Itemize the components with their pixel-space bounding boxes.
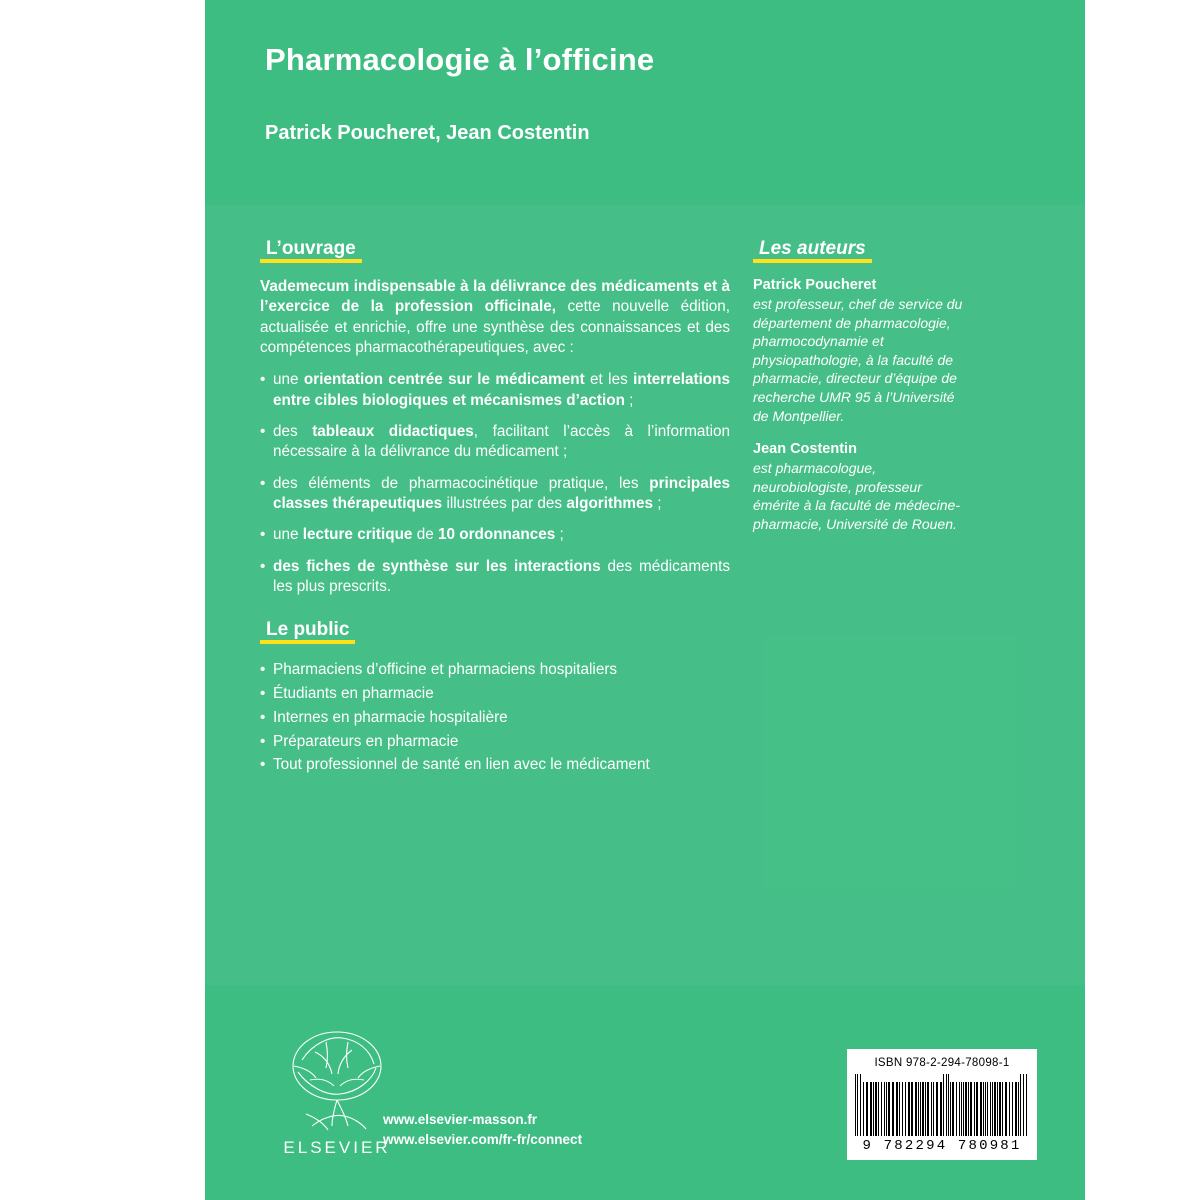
isbn-label: ISBN 978-2-294-78098-1 bbox=[874, 1057, 1010, 1069]
barcode-bar bbox=[963, 1082, 964, 1136]
ouvrage-intro-rest: cette nouvelle édition, actualisée et enrichie, offre une synthèse des connaissances et des compétences pharmacothérapeutiques, avec : bbox=[260, 298, 730, 357]
publisher-name: ELSEVIER bbox=[283, 1138, 391, 1157]
ouvrage-intro-paragraph bbox=[260, 277, 730, 358]
barcode-bar bbox=[970, 1082, 972, 1136]
barcode-bar bbox=[943, 1074, 944, 1136]
bullet-text: des médicaments les plus prescrits. bbox=[273, 557, 730, 596]
barcode-graphic bbox=[855, 1074, 1029, 1136]
bullet-text: illustrées par des bbox=[442, 495, 567, 513]
bullet-text: ; bbox=[555, 526, 564, 544]
bullet-text: une bbox=[273, 371, 304, 389]
ouvrage-bullet-list bbox=[260, 370, 730, 597]
author-bio: est professeur, chef de service du département de pharmacologie, pharmocodynamie et physiopathologie, à la faculté de pharmacie, directeur d’équipe de recherche UMR 95 à l’Université de Montpellier. bbox=[753, 296, 963, 424]
url-secondary[interactable]: www.elsevier.com/fr-fr/connect bbox=[383, 1131, 583, 1147]
barcode-bar bbox=[899, 1082, 900, 1136]
barcode-bar bbox=[983, 1082, 984, 1136]
bullet-text: une bbox=[273, 526, 303, 544]
bullet-emphasis: tableaux didactiques bbox=[312, 423, 474, 441]
barcode-bar bbox=[886, 1082, 887, 1136]
barcode-bar bbox=[956, 1082, 957, 1136]
barcode-bar bbox=[976, 1082, 978, 1136]
section-heading-auteurs: Les auteurs bbox=[753, 238, 872, 263]
barcode-bar bbox=[1015, 1082, 1017, 1136]
barcode-bar bbox=[920, 1082, 921, 1136]
ouvrage-bullet-item bbox=[260, 557, 730, 598]
barcode-bar bbox=[873, 1082, 874, 1136]
barcode-bar bbox=[985, 1082, 986, 1136]
barcode-bar bbox=[936, 1082, 938, 1136]
barcode-bar bbox=[866, 1082, 868, 1136]
barcode-bar bbox=[927, 1082, 929, 1136]
book-title: Pharmacologie à l’officine bbox=[265, 42, 655, 77]
bullet-text: , facilitant l’accès à l’information nécessaire à la délivrance du médicament ; bbox=[273, 423, 730, 461]
barcode-bar bbox=[925, 1082, 926, 1136]
barcode-bar bbox=[896, 1082, 898, 1136]
section-heading-public: Le public bbox=[260, 619, 355, 644]
barcode-bar bbox=[888, 1082, 890, 1136]
left-column bbox=[260, 238, 730, 777]
barcode-bar bbox=[974, 1082, 975, 1136]
author-name: Patrick Poucheret bbox=[753, 277, 877, 293]
bullet-text: ; bbox=[653, 495, 662, 513]
barcode-bar bbox=[931, 1082, 932, 1136]
barcode-bar bbox=[863, 1082, 864, 1136]
public-block bbox=[260, 619, 730, 777]
public-item: • Internes en pharmacie hospitalière bbox=[260, 706, 730, 730]
public-item: • Pharmaciens d’officine et pharmaciens hospitaliers bbox=[260, 658, 730, 682]
bullet-emphasis: orientation centrée sur le médicament bbox=[303, 371, 585, 389]
publisher-urls bbox=[383, 1110, 582, 1151]
bullet-emphasis: des fiches de synthèse sur les interactions bbox=[273, 557, 601, 575]
barcode-bar bbox=[875, 1082, 877, 1136]
barcode-bar bbox=[1018, 1082, 1019, 1136]
bullet-emphasis: 10 ordonnances bbox=[437, 526, 556, 544]
barcode-bar bbox=[870, 1082, 872, 1136]
barcode-bar bbox=[999, 1082, 1001, 1136]
bullet-emphasis: interrelations entre cibles biologiques et mécanismes d’action bbox=[273, 371, 731, 409]
barcode-bar bbox=[1023, 1074, 1024, 1136]
barcode-bar bbox=[1002, 1082, 1004, 1136]
barcode-bar bbox=[987, 1082, 988, 1136]
barcode-bar bbox=[933, 1082, 934, 1136]
barcode-bar bbox=[948, 1074, 949, 1136]
barcode-bar bbox=[980, 1082, 982, 1136]
isbn-barcode-block bbox=[847, 1049, 1037, 1160]
bullet-text: des éléments de pharmacocinétique pratique, les bbox=[273, 474, 650, 492]
barcode-bar bbox=[959, 1082, 960, 1136]
url-primary[interactable]: www.elsevier-masson.fr bbox=[383, 1111, 538, 1127]
elsevier-tree-icon bbox=[282, 1026, 392, 1134]
bullet-emphasis: lecture critique bbox=[302, 526, 413, 544]
barcode-bar bbox=[992, 1082, 993, 1136]
barcode-bar bbox=[915, 1082, 917, 1136]
barcode-bar bbox=[952, 1082, 954, 1136]
barcode-bar bbox=[881, 1082, 882, 1136]
barcode-bar bbox=[1020, 1074, 1021, 1136]
barcode-bar bbox=[990, 1082, 991, 1136]
barcode-bar bbox=[1009, 1082, 1010, 1136]
author-bio: est pharmacologue, neurobiologiste, professeur émérite à la faculté de médecine-pharmacie, Université de Rouen. bbox=[753, 460, 960, 533]
ouvrage-bullet-item bbox=[260, 370, 730, 411]
barcode-bar bbox=[860, 1074, 861, 1136]
barcode-bar bbox=[884, 1082, 885, 1136]
public-item: • Préparateurs en pharmacie bbox=[260, 730, 730, 754]
barcode-bar bbox=[946, 1074, 947, 1136]
barcode-bar bbox=[908, 1082, 910, 1136]
barcode-bar bbox=[878, 1082, 880, 1136]
barcode-bar bbox=[922, 1082, 924, 1136]
barcode-bar bbox=[961, 1082, 962, 1136]
barcode-bar bbox=[855, 1074, 856, 1136]
barcode-bar bbox=[1005, 1082, 1007, 1136]
barcode-bar bbox=[918, 1082, 919, 1136]
right-column bbox=[753, 238, 963, 550]
barcode-bar bbox=[905, 1082, 906, 1136]
author-name: Jean Costentin bbox=[753, 441, 857, 458]
book-authors: Patrick Poucheret, Jean Costentin bbox=[265, 122, 590, 144]
bullet-text: et les bbox=[584, 371, 634, 389]
bullet-emphasis: principales classes thérapeutiques bbox=[273, 474, 730, 513]
ouvrage-bullet-item bbox=[260, 474, 730, 515]
barcode-digits: 9 782294 780981 bbox=[862, 1138, 1022, 1154]
ouvrage-bullet-item bbox=[260, 525, 730, 545]
bullet-text: de bbox=[412, 526, 438, 544]
bullet-text: ; bbox=[624, 391, 634, 409]
barcode-bar bbox=[911, 1082, 913, 1136]
barcode-bar bbox=[857, 1074, 858, 1136]
barcode-bar bbox=[950, 1082, 951, 1136]
barcode-bar bbox=[1026, 1074, 1027, 1136]
authors-list bbox=[753, 277, 963, 534]
barcode-bar bbox=[892, 1082, 894, 1136]
barcode-bar bbox=[994, 1082, 996, 1136]
barcode-bar bbox=[1012, 1082, 1013, 1136]
book-back-cover bbox=[205, 0, 1085, 1200]
bullet-text: des bbox=[273, 423, 313, 441]
barcode-bar bbox=[968, 1082, 969, 1136]
section-heading-ouvrage: L’ouvrage bbox=[260, 238, 362, 263]
public-item-list bbox=[260, 658, 730, 777]
public-item: • Tout professionnel de santé en lien avec le médicament bbox=[260, 753, 730, 777]
barcode-bar bbox=[902, 1082, 903, 1136]
ouvrage-bullet-item bbox=[260, 422, 730, 463]
barcode-bar bbox=[940, 1082, 942, 1136]
public-item: • Étudiants en pharmacie bbox=[260, 682, 730, 706]
barcode-bar bbox=[965, 1082, 967, 1136]
ouvrage-intro-strong: Vademecum indispensable à la délivrance des médicaments et à l’exercice de la profession officinale, bbox=[260, 278, 730, 316]
barcode-bar bbox=[997, 1082, 998, 1136]
bullet-emphasis: algorithmes bbox=[566, 495, 654, 513]
